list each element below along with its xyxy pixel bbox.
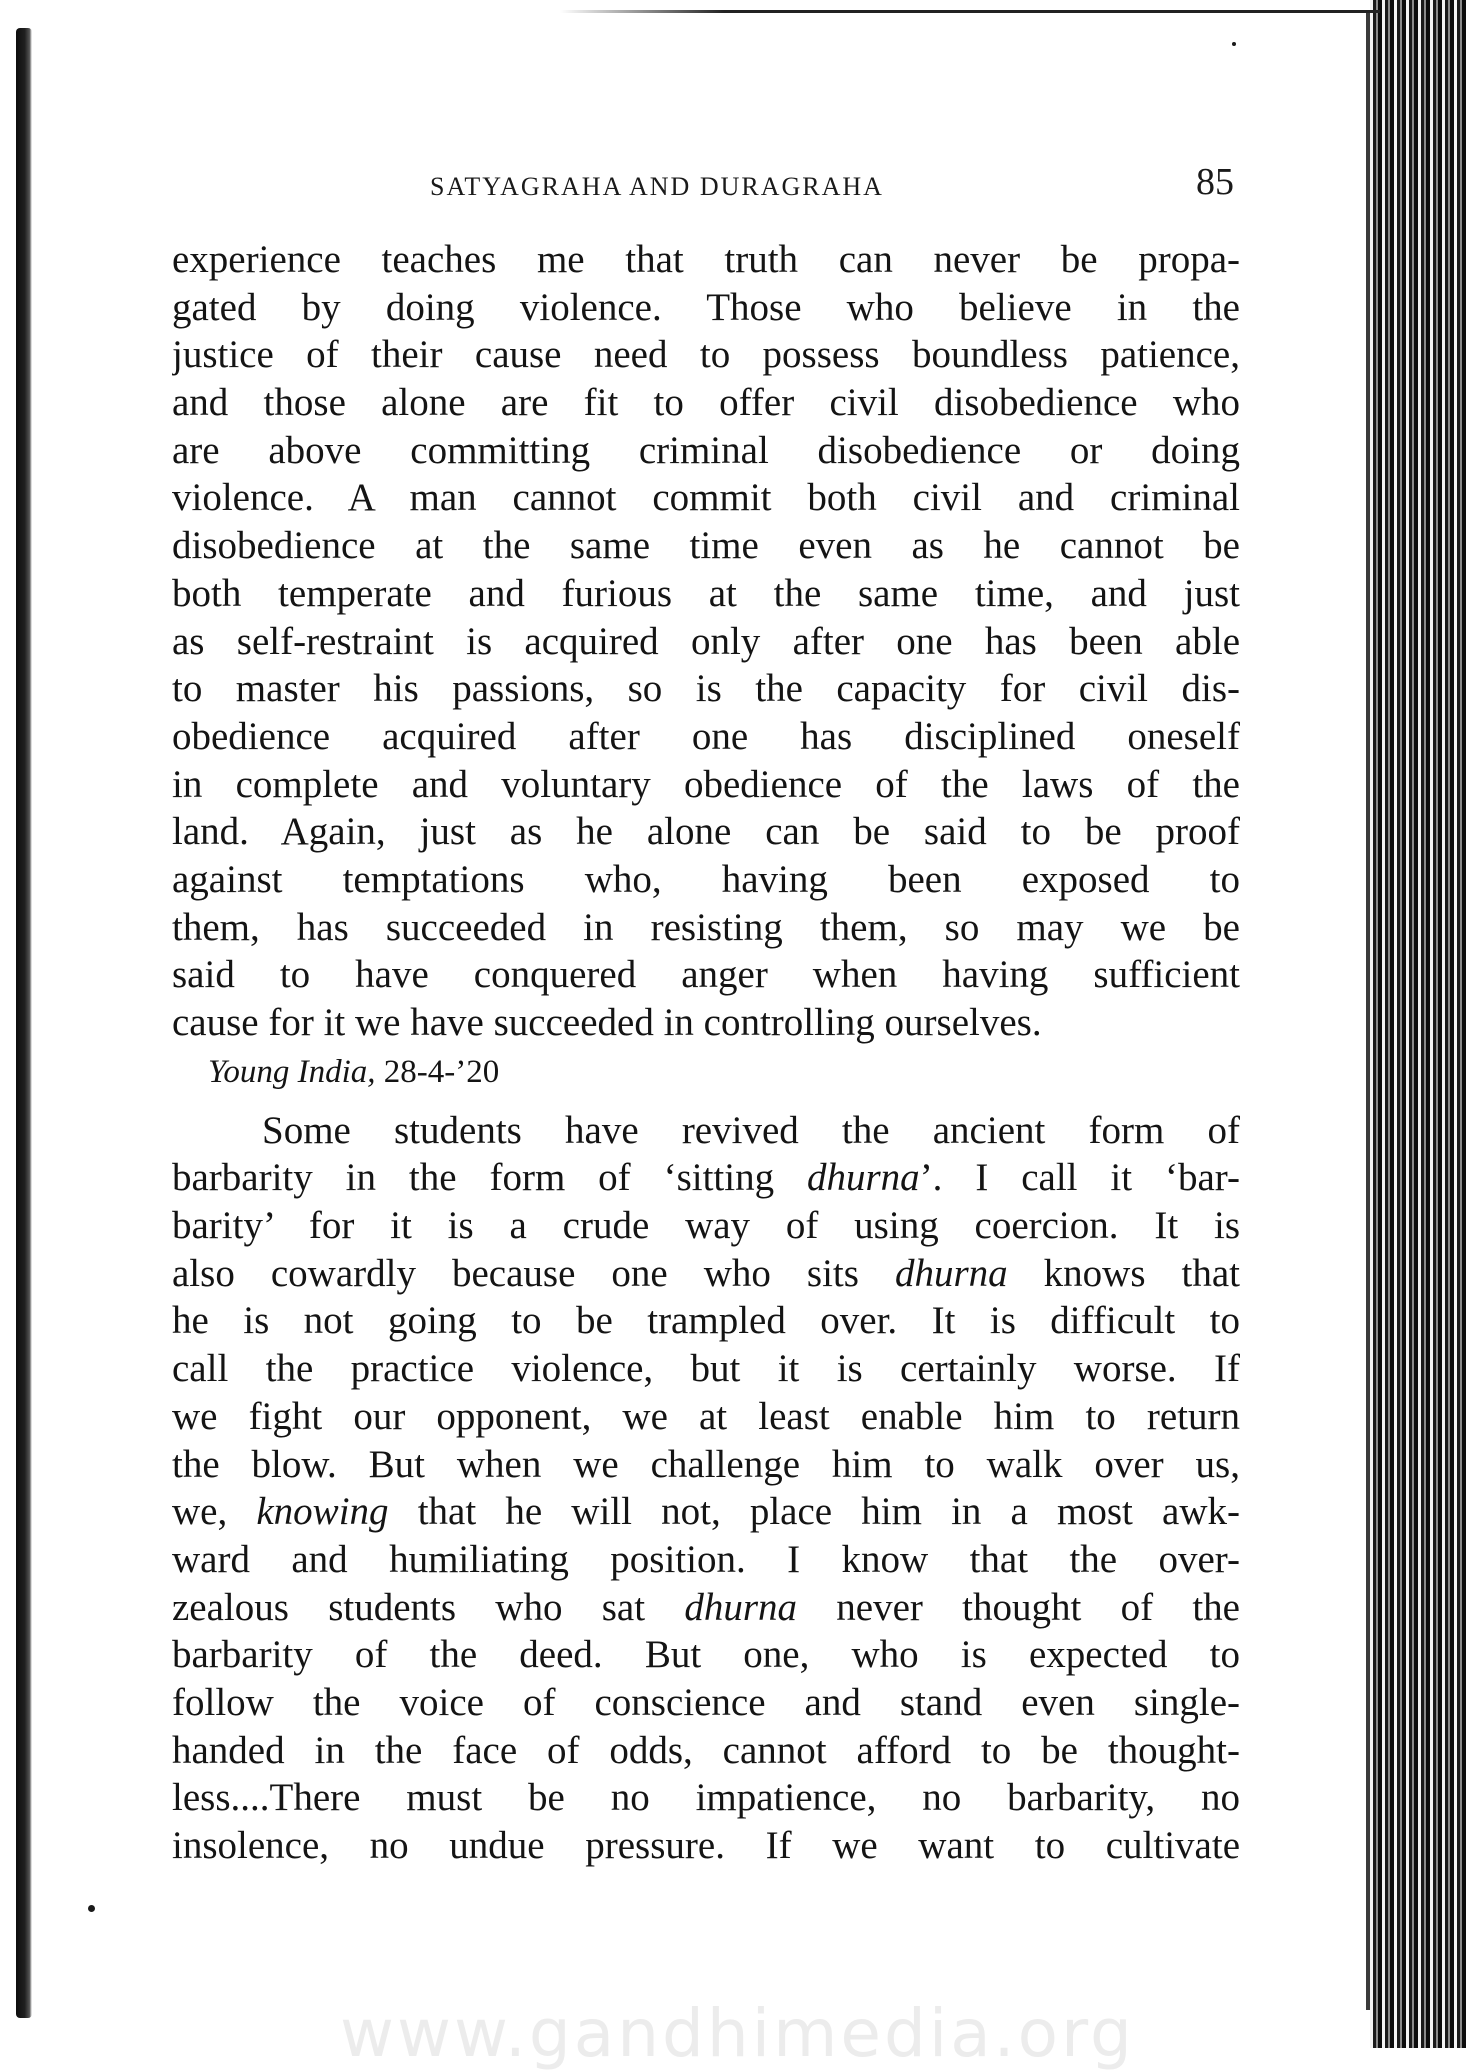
watermark: www.gandhimedia.org <box>340 1995 1135 2072</box>
text-line: and those alone are fit to offer civil disobedience who <box>172 381 1240 425</box>
text-run: never thought of the <box>797 1585 1240 1629</box>
text-line: to master his passions, so is the capacity for civil dis- <box>172 667 1240 711</box>
text-line: them, has succeeded in resisting them, so may we be <box>172 905 1240 949</box>
text-line <box>172 1488 1240 1536</box>
text-line <box>172 1584 1240 1632</box>
text-line: are above committing criminal disobedience or doing <box>172 428 1240 472</box>
text-line: justice of their cause need to possess boundless patience, <box>172 333 1240 377</box>
text-line: barity’ for it is a crude way of using coercion. It is <box>172 1204 1240 1248</box>
text-line: obedience acquired after one has disciplined oneself <box>172 714 1240 758</box>
citation-date: 28-4-’20 <box>383 1053 500 1090</box>
text-line: we fight our opponent, we at least enable him to return <box>172 1394 1240 1438</box>
top-page-edge <box>560 10 1380 13</box>
text-line: gated by doing violence. Those who believe in the <box>172 285 1240 329</box>
text-line: cause for it we have succeeded in controlling ourselves. <box>172 1001 1042 1044</box>
citation-source: Young India, <box>208 1053 376 1090</box>
text-line: both temperate and furious at the same time, and just <box>172 571 1240 615</box>
text-line: follow the voice of conscience and stand even single- <box>172 1680 1240 1724</box>
text-line: in complete and voluntary obedience of the laws of the <box>172 762 1240 806</box>
scan-speck <box>1232 42 1236 46</box>
text-line <box>172 1250 1240 1298</box>
text-line: land. Again, just as he alone can be said to be proof <box>172 810 1240 854</box>
text-run: barbarity in the form of ‘sitting <box>172 1156 807 1200</box>
page-edge-right-line <box>1366 10 1370 2010</box>
text-line: handed in the face of odds, cannot afford to be thought- <box>172 1728 1240 1772</box>
emphasis-word: dhurna <box>684 1585 798 1629</box>
citation <box>172 1047 1240 1097</box>
text-line: the blow. But when we challenge him to walk over us, <box>172 1442 1240 1486</box>
running-head: SATYAGRAHA AND DURAGRAHA <box>430 172 884 201</box>
page-number: 85 <box>1196 161 1234 203</box>
text-line: as self-restraint is acquired only after one has been able <box>172 619 1240 663</box>
text-line: call the practice violence, but it is certainly worse. If <box>172 1347 1240 1391</box>
paragraph-continued <box>172 236 1240 1047</box>
text-run: ’. I call it ‘bar- <box>919 1156 1240 1200</box>
text-line: ward and humiliating position. I know that the over- <box>172 1537 1240 1581</box>
emphasis-word: knowing <box>256 1490 389 1534</box>
text-run: that he will not, place him in a most awk- <box>388 1490 1240 1534</box>
text-run: we, <box>172 1490 257 1534</box>
text-line: insolence, no undue pressure. If we want to cultivate <box>172 1824 1240 1867</box>
text-line: violence. A man cannot commit both civil and criminal <box>172 476 1240 520</box>
text-line: barbarity of the deed. But one, who is expected to <box>172 1633 1240 1677</box>
text-line: he is not going to be trampled over. It is difficult to <box>172 1299 1240 1343</box>
text-run: also cowardly because one who sits <box>172 1251 895 1295</box>
binding-shadow-left <box>16 28 32 2018</box>
paragraph-dhurna <box>172 1107 1240 1870</box>
emphasis-word: dhurna <box>894 1251 1008 1295</box>
text-line: disobedience at the same time even as he cannot be <box>172 524 1240 568</box>
text-line: experience teaches me that truth can never be propa- <box>172 238 1240 281</box>
text-line: less....There must be no impatience, no barbarity, no <box>172 1776 1240 1820</box>
text-line <box>172 1154 1240 1202</box>
emphasis-word: dhurna <box>807 1156 920 1200</box>
text-run: zealous students who sat <box>172 1585 685 1629</box>
body-text <box>172 236 1240 1870</box>
page-edge-right <box>1370 0 1466 2048</box>
text-line: said to have conquered anger when having sufficient <box>172 953 1240 997</box>
text-line: Some students have revived the ancient form of <box>262 1108 1240 1152</box>
text-line: against temptations who, having been exposed to <box>172 857 1240 901</box>
scan-speck <box>88 1905 95 1912</box>
text-run: knows that <box>1007 1251 1240 1295</box>
